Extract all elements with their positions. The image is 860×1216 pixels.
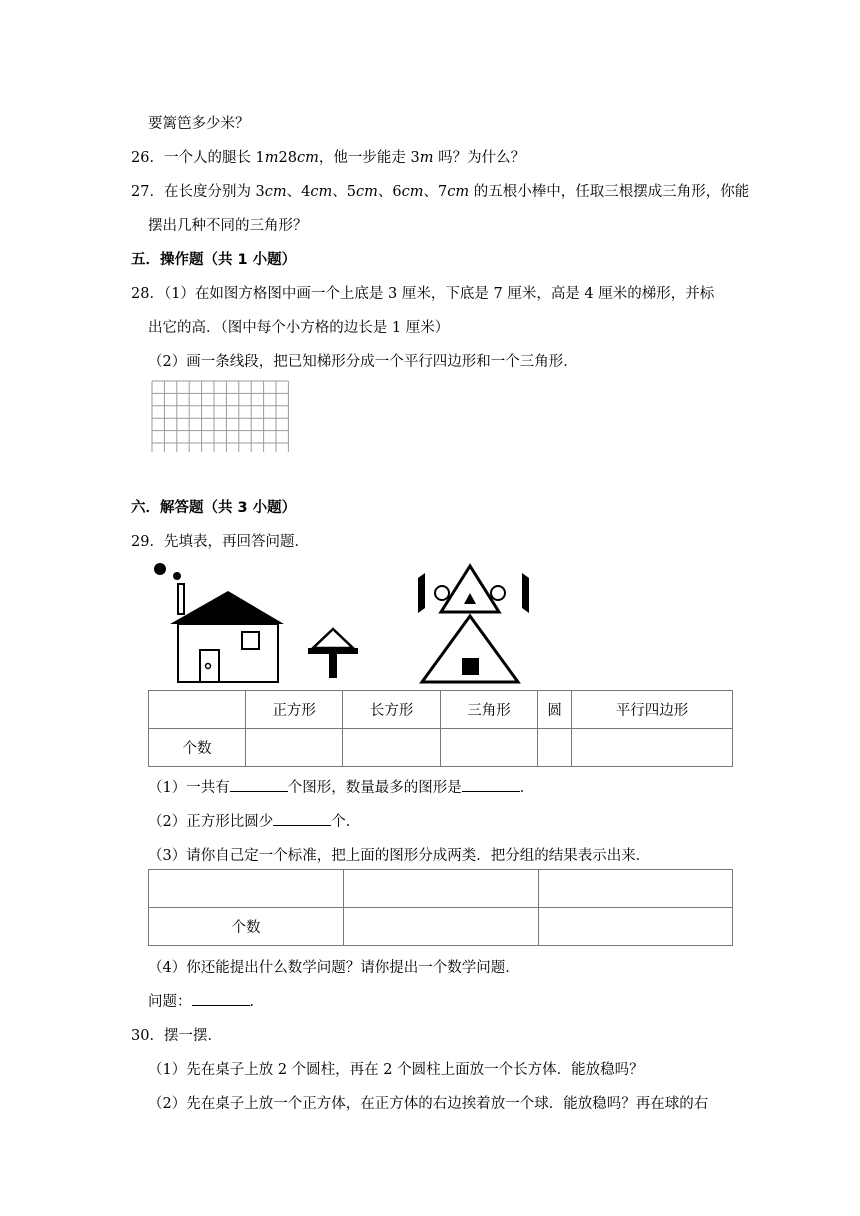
question-26 (131, 146, 525, 167)
robot-left-ear-circle (435, 586, 449, 600)
q26-text-a: 一个人的腿长 1 (163, 150, 265, 166)
count-table-row-label: 个数 (149, 729, 246, 767)
q27-text-d: 、6 (377, 184, 402, 200)
grouping-table (148, 869, 733, 946)
q28-part1-continuation: 出它的高．（图中每个小方格的边长是 1 厘米） (148, 320, 450, 336)
q29-part4-answer-label: 问题： (148, 994, 192, 1010)
q26-text-b: 28 (278, 150, 297, 166)
count-cell-rectangle[interactable] (343, 729, 440, 767)
count-cell-triangle[interactable] (440, 729, 537, 767)
robot-right-ear-circle (491, 586, 505, 600)
q27-text-c: 、5 (332, 184, 357, 200)
count-table-header-rectangle: 长方形 (343, 691, 440, 729)
question-28-part1 (131, 282, 714, 303)
section-5-heading: 五．操作题（共 1 小题） (131, 252, 297, 268)
q30-part1: （1）先在桌子上放 2 个圆柱，再在 2 个圆柱上面放一个长方体．能放稳吗？ (148, 1062, 644, 1078)
q29-part1-blank-total[interactable] (230, 777, 288, 792)
section-6-heading: 六．解答题（共 3 小题） (131, 500, 297, 516)
q27-text-b: 、4 (286, 184, 311, 200)
q29-part4-answer-blank[interactable] (192, 991, 250, 1006)
count-table-header-square: 正方形 (246, 691, 343, 729)
count-table-header-empty (149, 691, 246, 729)
grouping-header-group1[interactable] (344, 870, 539, 908)
robot-left-arm-parallelogram (418, 573, 425, 613)
robot-right-arm-parallelogram (522, 573, 529, 613)
grouping-cell-group2[interactable] (539, 908, 733, 946)
q29-part1 (148, 776, 534, 797)
q27-unit: cm (447, 184, 470, 200)
q29-part4-answer-end: ． (249, 994, 264, 1010)
count-cell-square[interactable] (246, 729, 343, 767)
q27-unit: cm (310, 184, 333, 200)
q29-text: 先填表，再回答问题． (163, 534, 309, 550)
count-table-header-circle: 圆 (538, 691, 572, 729)
window-square (242, 632, 259, 649)
q26-unit-m2: m (419, 150, 434, 166)
question-28-part2: （2）画一条线段，把已知梯形分成一个平行四边形和一个三角形． (148, 354, 578, 370)
q29-part4-answer (148, 990, 264, 1011)
grouping-row-label: 个数 (149, 908, 344, 946)
robot-body-square (462, 658, 479, 675)
question-30 (131, 1024, 222, 1045)
count-cell-circle[interactable] (538, 729, 572, 767)
q27-number: 27． (131, 184, 164, 200)
q29-part3: （3）请你自己定一个标准，把上面的图形分成两类．把分组的结果表示出来． (148, 848, 651, 864)
smoke-circle-small (173, 572, 181, 580)
q29-part2-text-a: （2）正方形比圆少 (148, 814, 274, 830)
q29-part1-text-c: ． (519, 780, 535, 796)
q27-unit: cm (264, 184, 287, 200)
q25-continuation: 要篱笆多少米？ (148, 116, 250, 132)
q27-text-f: 的五根小棒中，任取三根摆成三角形，你能 (469, 184, 750, 200)
q26-unit-m: m (264, 150, 279, 166)
count-cell-parallelogram[interactable] (572, 729, 733, 767)
q29-part1-text-b: 个图形，数量最多的图形是 (287, 780, 462, 796)
house-roof-triangle (170, 591, 284, 624)
q29-part4: （4）你还能提出什么数学问题？请你提出一个数学问题． (148, 960, 520, 976)
q27-text-e: 、7 (423, 184, 448, 200)
q27-unit: cm (356, 184, 378, 200)
q29-part2 (148, 810, 360, 831)
q29-part2-blank[interactable] (273, 811, 331, 826)
tree-bar-rectangle (308, 648, 358, 654)
door-knob-circle (206, 664, 211, 669)
robot-head-triangle (441, 566, 499, 612)
q26-number: 26． (131, 150, 164, 166)
q27-text-a: 在长度分别为 3 (163, 184, 265, 200)
count-table-header-parallelogram: 平行四边形 (572, 691, 733, 729)
q29-part1-text-a: （1）一共有 (148, 780, 230, 796)
question-29 (131, 530, 309, 551)
q29-part1-blank-most[interactable] (462, 777, 520, 792)
q26-text-c: ，他一步能走 3 (318, 150, 420, 166)
shapes-picture (148, 556, 538, 686)
tree-trunk-rectangle (329, 654, 337, 678)
q28-part1-text: （1）在如图方格图中画一个上底是 3 厘米，下底是 7 厘米，高是 4 厘米的梯形，并标 (163, 286, 715, 302)
chimney-rectangle (178, 584, 184, 614)
smoke-circle-large (154, 563, 166, 575)
q29-number: 29． (131, 534, 164, 550)
q27-continuation: 摆出几种不同的三角形？ (148, 218, 308, 234)
count-table-header-triangle: 三角形 (440, 691, 537, 729)
q29-part2-text-b: 个． (331, 814, 361, 830)
q30-number: 30． (131, 1028, 164, 1044)
grouping-header-group2[interactable] (539, 870, 733, 908)
count-table (148, 690, 733, 767)
q28-number: 28． (131, 286, 164, 302)
tree-top-triangle (313, 629, 353, 648)
grouping-header-standard[interactable] (149, 870, 344, 908)
question-27 (131, 180, 749, 201)
q27-unit: cm (401, 184, 424, 200)
square-grid-figure (151, 380, 289, 452)
q26-unit-cm: cm (297, 150, 319, 166)
house-body-rectangle (178, 624, 278, 682)
grouping-cell-group1[interactable] (344, 908, 539, 946)
q30-text: 摆一摆． (163, 1028, 222, 1044)
q30-part2: （2）先在桌子上放一个正方体，在正方体的右边挨着放一个球．能放稳吗？再在球的右 (148, 1096, 709, 1112)
q26-text-d: 吗？为什么？ (433, 150, 526, 166)
